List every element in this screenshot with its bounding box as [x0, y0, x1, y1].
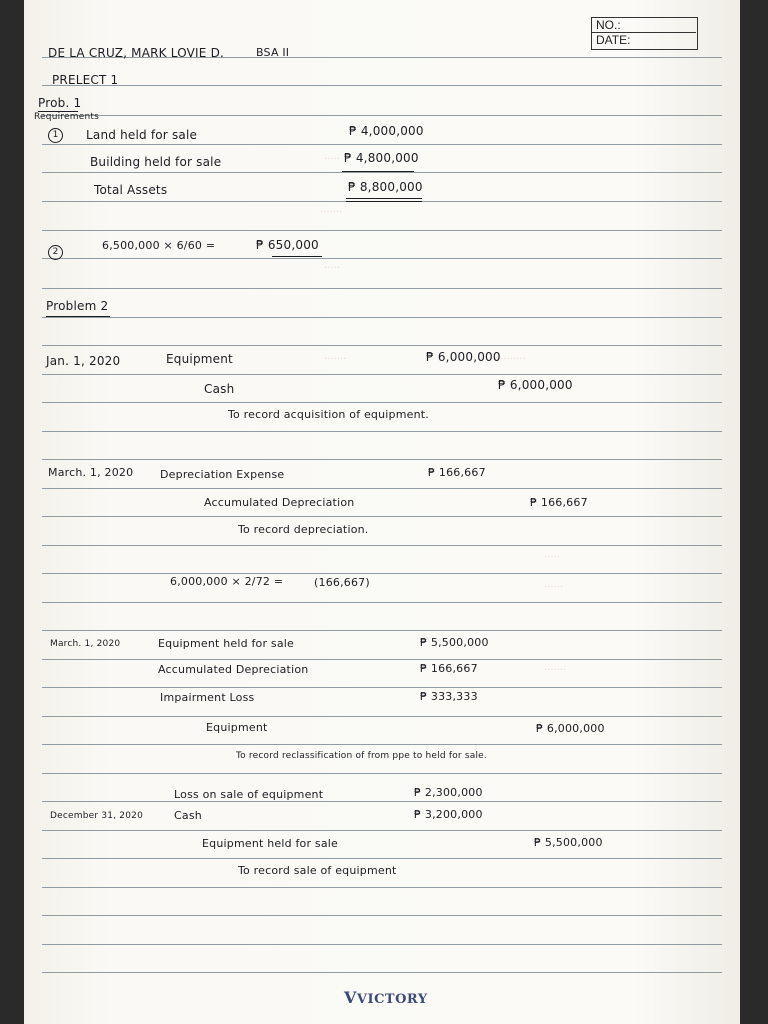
ruled-line [42, 516, 722, 517]
ruled-line [42, 687, 722, 688]
date-label: DATE: [596, 33, 631, 47]
debit-account: Equipment [166, 352, 233, 366]
problem-1-heading: Prob. 1 [38, 96, 82, 110]
ruled-line [42, 972, 722, 973]
ruled-line [42, 144, 722, 145]
entry-date: March. 1, 2020 [48, 466, 134, 479]
bleed-through-mark: ······ [544, 582, 564, 593]
answer-underline [272, 256, 322, 257]
credit-amount: ₱ 6,000,000 [536, 722, 605, 735]
ruled-line [42, 801, 722, 802]
credit-account: Equipment held for sale [202, 837, 338, 850]
ruled-line [42, 230, 722, 231]
ruled-line [42, 944, 722, 945]
student-section: BSA II [256, 46, 290, 59]
debit-amount: ₱ 3,200,000 [414, 808, 483, 821]
bleed-through-mark: ······· [320, 207, 343, 218]
requirement-2-number: 2 [48, 245, 63, 260]
ruled-line [42, 773, 722, 774]
debit-account: Accumulated Depreciation [158, 663, 309, 676]
ruled-line [42, 744, 722, 745]
total-double-underline [346, 198, 422, 199]
depreciation-computation: 6,000,000 × 2/72 = [170, 575, 284, 588]
ruled-line [42, 85, 722, 86]
student-name: DE LA CRUZ, MARK LOVIE D. [48, 46, 225, 60]
req1-row-label: Building held for sale [90, 155, 222, 169]
debit-account: Cash [174, 809, 202, 822]
debit-amount: ₱ 333,333 [420, 690, 478, 703]
ruled-line [42, 858, 722, 859]
ruled-line [42, 887, 722, 888]
notebook-page [24, 0, 740, 1024]
problem-2-heading: Problem 2 [46, 299, 109, 313]
entry-date: Jan. 1, 2020 [46, 354, 121, 368]
credit-amount: ₱ 6,000,000 [498, 378, 573, 392]
ruled-line [42, 115, 722, 116]
depreciation-result: (166,667) [314, 576, 370, 589]
ruled-line [42, 716, 722, 717]
ruled-line [42, 172, 722, 173]
requirement-1-number: 1 [48, 128, 63, 143]
credit-amount: ₱ 5,500,000 [534, 836, 603, 849]
debit-amount: ₱ 5,500,000 [420, 636, 489, 649]
ruled-line [42, 545, 722, 546]
ruled-line [42, 317, 722, 318]
ruled-line [42, 602, 722, 603]
entry-date: March. 1, 2020 [50, 639, 121, 649]
entry-explanation: To record sale of equipment [238, 864, 397, 877]
total-underline [342, 171, 414, 172]
ruled-line [42, 374, 722, 375]
ruled-line [42, 659, 722, 660]
bleed-through-mark: ····· [324, 154, 340, 165]
ruled-line [42, 258, 722, 259]
credit-amount: ₱ 166,667 [530, 496, 588, 509]
entry-date: December 31, 2020 [50, 811, 144, 821]
bleed-through-mark: ····· [324, 263, 340, 274]
debit-account: Equipment held for sale [158, 637, 294, 650]
credit-account: Cash [204, 382, 235, 396]
debit-amount: ₱ 6,000,000 [426, 350, 501, 364]
req1-row-label: Land held for sale [86, 128, 198, 142]
debit-amount: ₱ 2,300,000 [414, 786, 483, 799]
debit-account: Depreciation Expense [160, 468, 285, 481]
heading-underline [46, 316, 110, 317]
debit-account: Impairment Loss [160, 691, 255, 704]
requirements-label: Requirements [34, 112, 99, 122]
bleed-through-mark: ······· [544, 665, 567, 676]
ruled-line [42, 345, 722, 346]
ruled-line [42, 830, 722, 831]
ruled-line [42, 402, 722, 403]
req1-row-amount: ₱ 4,800,000 [344, 151, 419, 165]
debit-amount: ₱ 166,667 [420, 662, 478, 675]
total-double-underline [346, 201, 422, 202]
no-label: NO.: [596, 18, 621, 32]
debit-account: Loss on sale of equipment [174, 788, 324, 801]
req2-answer: ₱ 650,000 [256, 238, 319, 252]
req1-row-label: Total Assets [94, 183, 168, 197]
entry-explanation: To record reclassification of from ppe to held for sale. [236, 751, 487, 761]
bleed-through-mark: ····· [544, 552, 560, 563]
entry-explanation: To record depreciation. [238, 523, 369, 536]
ruled-line [42, 488, 722, 489]
bleed-through-mark: ·········· [494, 354, 526, 365]
ruled-line [42, 288, 722, 289]
req1-row-amount: ₱ 8,800,000 [348, 180, 423, 194]
ruled-line [42, 431, 722, 432]
victory-brand-text: VICTORY [356, 992, 428, 1007]
victory-logo [344, 988, 428, 1007]
bleed-through-mark: ······· [324, 354, 347, 365]
ruled-line [42, 915, 722, 916]
ruled-line [42, 630, 722, 631]
entry-explanation: To record acquisition of equipment. [228, 408, 429, 421]
ruled-line [42, 573, 722, 574]
req1-row-amount: ₱ 4,000,000 [349, 124, 424, 138]
victory-v-icon: V [344, 988, 357, 1007]
debit-amount: ₱ 166,667 [428, 466, 486, 479]
req2-computation: 6,500,000 × 6/60 = [102, 239, 216, 252]
ruled-line [42, 459, 722, 460]
credit-account: Accumulated Depreciation [204, 496, 355, 509]
page-title: PRELECT 1 [52, 73, 119, 87]
credit-account: Equipment [206, 721, 268, 734]
